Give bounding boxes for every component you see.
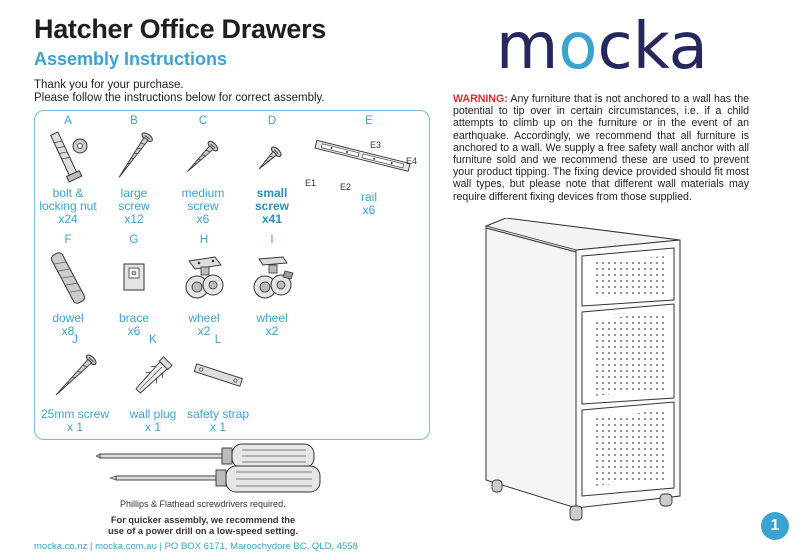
part-c-name-1: medium [181, 186, 225, 200]
intro-line-2: Please follow the instructions below for correct assembly. [34, 92, 325, 104]
quick-line-1: For quicker assembly, we recommend the [110, 515, 296, 525]
part-c-qty: x6 [196, 212, 210, 226]
part-f-letter: F [64, 234, 72, 246]
large-screw-icon [112, 128, 156, 184]
wall-plug-icon [123, 347, 183, 405]
logo-o: o [558, 10, 598, 84]
warning-body: Any furniture that is not anchored to a wall has the potential to tip over in certain circumstances, i.e. if a child attempts to climb up on the furniture or in the event of an earthquake. Accordingly, we recommend that all furniture is anchored to a wall. We supply a free safety wall anchor with all furniture sold and we recommend these are used to prevent your product tipping. The fixing device provided should fit most wall types, but please note that different wall materials may require different fixing devices from those supplied. [453, 93, 749, 203]
screwdrivers-icon [96, 440, 332, 498]
quick-line-2: use of a power drill on a low-speed setting. [107, 526, 299, 536]
part-b-name-1: large [120, 186, 148, 200]
part-l-letter: L [214, 334, 222, 346]
rail-icon [300, 128, 426, 190]
part-a-letter: A [64, 115, 72, 127]
part-c-name-2: screw [187, 199, 219, 213]
part-j-letter: J [72, 334, 78, 346]
part-d [244, 115, 300, 226]
part-h-name: wheel [188, 311, 220, 325]
page-title: Hatcher Office Drawers [34, 14, 327, 44]
part-a-name-2: locking nut [39, 199, 97, 213]
part-b-qty: x12 [124, 212, 144, 226]
part-l [184, 334, 252, 434]
tools-note: Phillips & Flathead screwdrivers required. [120, 499, 286, 509]
part-b-name-2: screw [118, 199, 150, 213]
part-e [300, 115, 426, 217]
part-h-qty: x2 [197, 324, 211, 338]
part-a-name-1: bolt & [52, 186, 84, 200]
warning-label: WARNING: [453, 93, 508, 105]
dowel-icon [46, 247, 90, 309]
part-b [108, 115, 160, 226]
part-k-qty: x 1 [144, 420, 161, 434]
part-g-name: brace [118, 311, 150, 325]
part-g-letter: G [129, 234, 139, 246]
part-f [40, 234, 96, 338]
part-d-qty: x41 [261, 212, 283, 226]
part-e-name: rail [360, 190, 377, 204]
part-e-qty: x6 [362, 203, 376, 217]
part-k-letter: K [149, 334, 157, 346]
rail-sublabel-e3: E3 [370, 140, 382, 150]
mocka-logo [496, 12, 708, 82]
part-i [244, 234, 300, 338]
phillips-screwdriver-icon [110, 466, 320, 492]
wheel-with-brake-icon [247, 247, 297, 309]
medium-screw-icon [181, 128, 225, 184]
part-f-name: dowel [52, 311, 84, 325]
part-i-name: wheel [256, 311, 288, 325]
part-i-qty: x2 [265, 324, 279, 338]
25mm-screw-icon [45, 347, 105, 405]
part-i-letter: I [270, 234, 274, 246]
part-k [122, 334, 184, 434]
part-b-letter: B [130, 115, 138, 127]
drawer-cabinet-illustration [480, 218, 688, 524]
page-subtitle: Assembly Instructions [34, 49, 228, 69]
part-j [36, 334, 114, 434]
part-l-name: safety strap [186, 407, 250, 421]
part-e-letter: E [365, 115, 373, 127]
intro-text [34, 79, 325, 105]
part-j-name: 25mm screw [40, 407, 109, 421]
part-k-name: wall plug [129, 407, 177, 421]
part-a-qty: x24 [58, 212, 78, 226]
part-l-qty: x 1 [209, 420, 226, 434]
flathead-screwdriver-icon [96, 444, 314, 468]
part-d-name-2: screw [254, 199, 290, 213]
rail-sublabel-e1: E1 [305, 178, 317, 188]
drawer-bottom [582, 402, 674, 496]
part-c-letter: C [198, 115, 208, 127]
brace-icon [112, 247, 156, 309]
part-d-name-1: small [256, 186, 288, 200]
part-h-letter: H [199, 234, 209, 246]
quick-assembly-note [98, 515, 308, 537]
small-screw-icon [250, 128, 294, 184]
footer-contact: mocka.co.nz | mocka.com.au | PO BOX 6171, Maroochydore BC, QLD, 4558 [34, 541, 358, 552]
bolt-icon [46, 128, 90, 184]
part-h [176, 234, 232, 338]
logo-part-1: m [496, 10, 559, 84]
page-number-badge: 1 [761, 512, 789, 540]
part-g-qty: x6 [127, 324, 141, 338]
part-c [172, 115, 234, 226]
part-d-letter: D [267, 115, 277, 127]
warning-text [453, 93, 749, 203]
part-f-qty: x8 [61, 324, 75, 338]
rail-sublabel-e4: E4 [406, 156, 418, 166]
rail-sublabel-e2: E2 [340, 182, 352, 190]
logo-part-2: cka [597, 10, 708, 84]
part-g [106, 234, 162, 338]
wheel-icon [179, 247, 229, 309]
drawer-top [582, 248, 674, 306]
part-a [38, 115, 98, 226]
drawer-middle [582, 304, 674, 404]
intro-line-1: Thank you for your purchase. [34, 79, 184, 91]
safety-strap-icon [188, 347, 248, 405]
part-j-qty: x 1 [66, 420, 83, 434]
